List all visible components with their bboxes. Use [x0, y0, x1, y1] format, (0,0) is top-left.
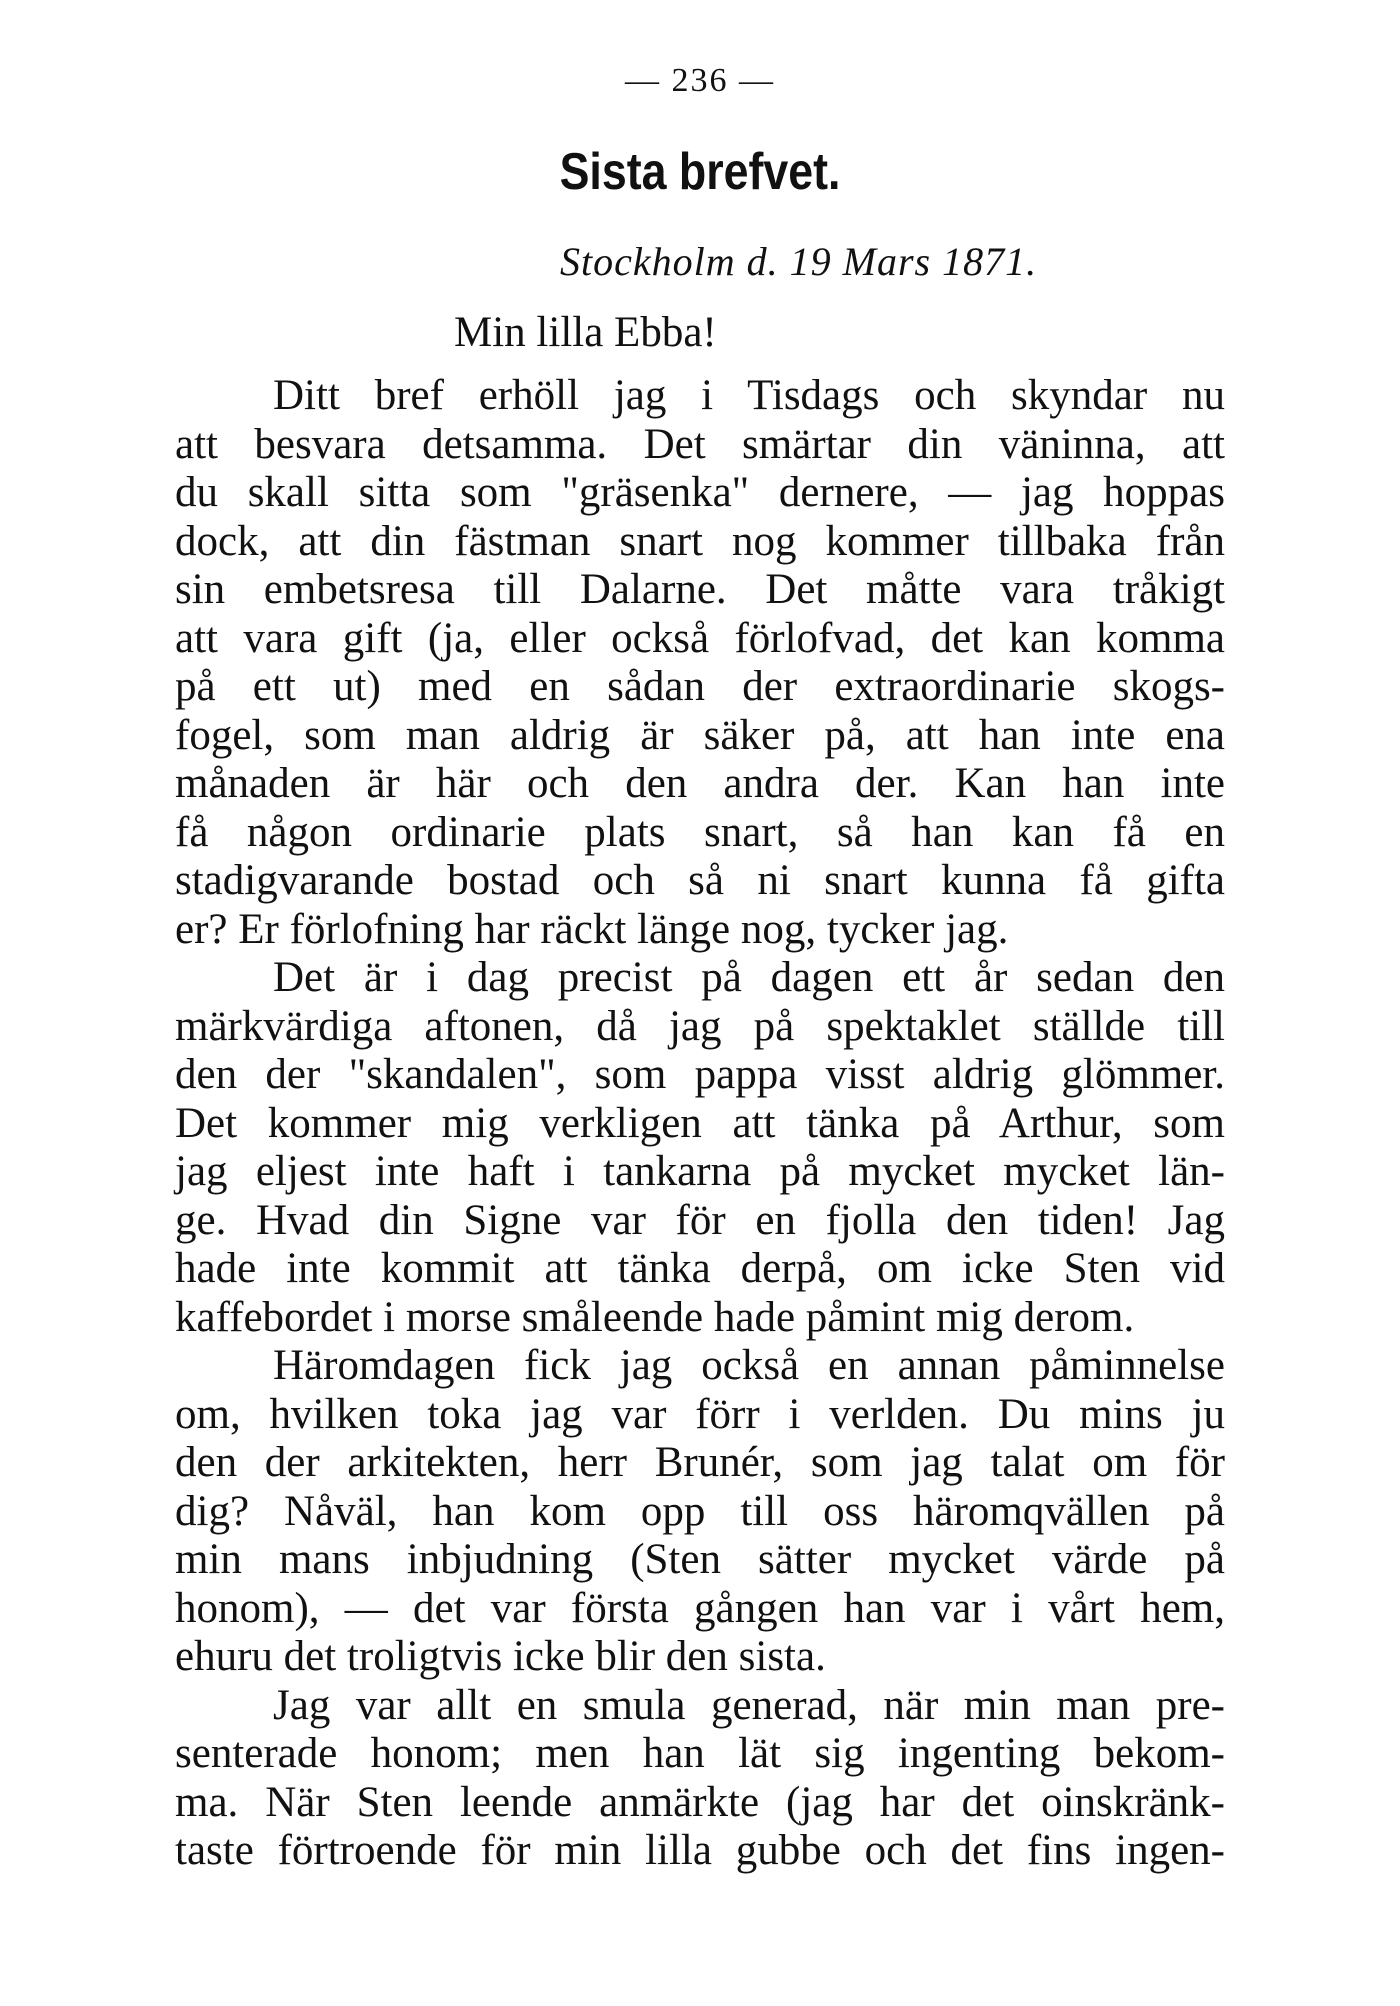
- text-line: min mans inbjudning (Sten sätter mycket värde på: [175, 1536, 1225, 1583]
- text-line: om, hvilken toka jag var förr i verlden. Du mins ju: [175, 1390, 1225, 1438]
- text-line: på ett ut) med en sådan der extraordinarie skogs-: [175, 663, 1225, 710]
- text-line: Ditt bref erhöll jag i Tisdags och skyndar nu: [273, 372, 1225, 419]
- text-line: er? Er förlofning har räckt länge nog, tycker jag.: [175, 905, 1009, 953]
- text-line: Det kommer mig verkligen att tänka på Arthur, som: [175, 1099, 1225, 1147]
- text-line: dig? Nåväl, han kom opp till oss häromqvällen på: [175, 1487, 1225, 1535]
- letter-salutation: Min lilla Ebba!: [454, 309, 717, 356]
- text-line: märkvärdiga aftonen, då jag på spektaklet ställde till: [175, 1002, 1225, 1050]
- text-line: kaffebordet i morse småleende hade påmint mig derom.: [175, 1293, 1135, 1341]
- text-line: att besvara detsamma. Det smärtar din väninna, att: [175, 420, 1225, 468]
- text-line: stadigvarande bostad och så ni snart kunna få gifta: [175, 857, 1225, 904]
- text-line: jag eljest inte haft i tankarna på mycket mycket län-: [175, 1148, 1225, 1195]
- chapter-title: Sista brefvet.: [559, 143, 841, 201]
- text-line: månaden är här och den andra der. Kan han inte: [175, 760, 1225, 807]
- text-line: ge. Hvad din Signe var för en fjolla den tiden! Jag: [175, 1196, 1225, 1244]
- text-line: Det är i dag precist på dagen ett år sedan den: [273, 954, 1225, 1001]
- text-line: Jag var allt en smula generad, när min man pre-: [273, 1681, 1225, 1729]
- text-line: hade inte kommit att tänka derpå, om icke Sten vid: [175, 1245, 1225, 1292]
- text-line: att vara gift (ja, eller också förlofvad, det kan komma: [175, 614, 1225, 662]
- letter-body: [175, 372, 1225, 1876]
- text-line: ehuru det troligtvis icke blir den sista.: [175, 1633, 826, 1680]
- text-line: senterade honom; men han lät sig ingenting bekom-: [175, 1730, 1225, 1777]
- text-line: dock, att din fästman snart nog kommer tillbaka från: [175, 517, 1225, 565]
- letter-dateline: Stockholm d. 19 Mars 1871.: [560, 239, 1038, 284]
- text-line: sin embetsresa till Dalarne. Det måtte vara tråkigt: [175, 566, 1225, 613]
- text-line: få någon ordinarie plats snart, så han kan få en: [175, 808, 1225, 856]
- text-line: honom), — det var första gången han var i vårt hem,: [175, 1584, 1225, 1632]
- text-line: ma. När Sten leende anmärkte (jag har det oinskränk-: [175, 1778, 1225, 1826]
- page-number: — 236 —: [625, 62, 775, 99]
- text-line: den der "skandalen", som pappa visst aldrig glömmer.: [175, 1051, 1225, 1098]
- text-line: Häromdagen fick jag också en annan påminnelse: [273, 1342, 1225, 1389]
- text-line: du skall sitta som "gräsenka" dernere, — jag hoppas: [175, 469, 1225, 516]
- text-line: fogel, som man aldrig är säker på, att han inte ena: [175, 711, 1225, 759]
- text-line: den der arkitekten, herr Brunér, som jag talat om för: [175, 1439, 1225, 1486]
- text-line: taste förtroende för min lilla gubbe och det fins ingen-: [175, 1827, 1225, 1874]
